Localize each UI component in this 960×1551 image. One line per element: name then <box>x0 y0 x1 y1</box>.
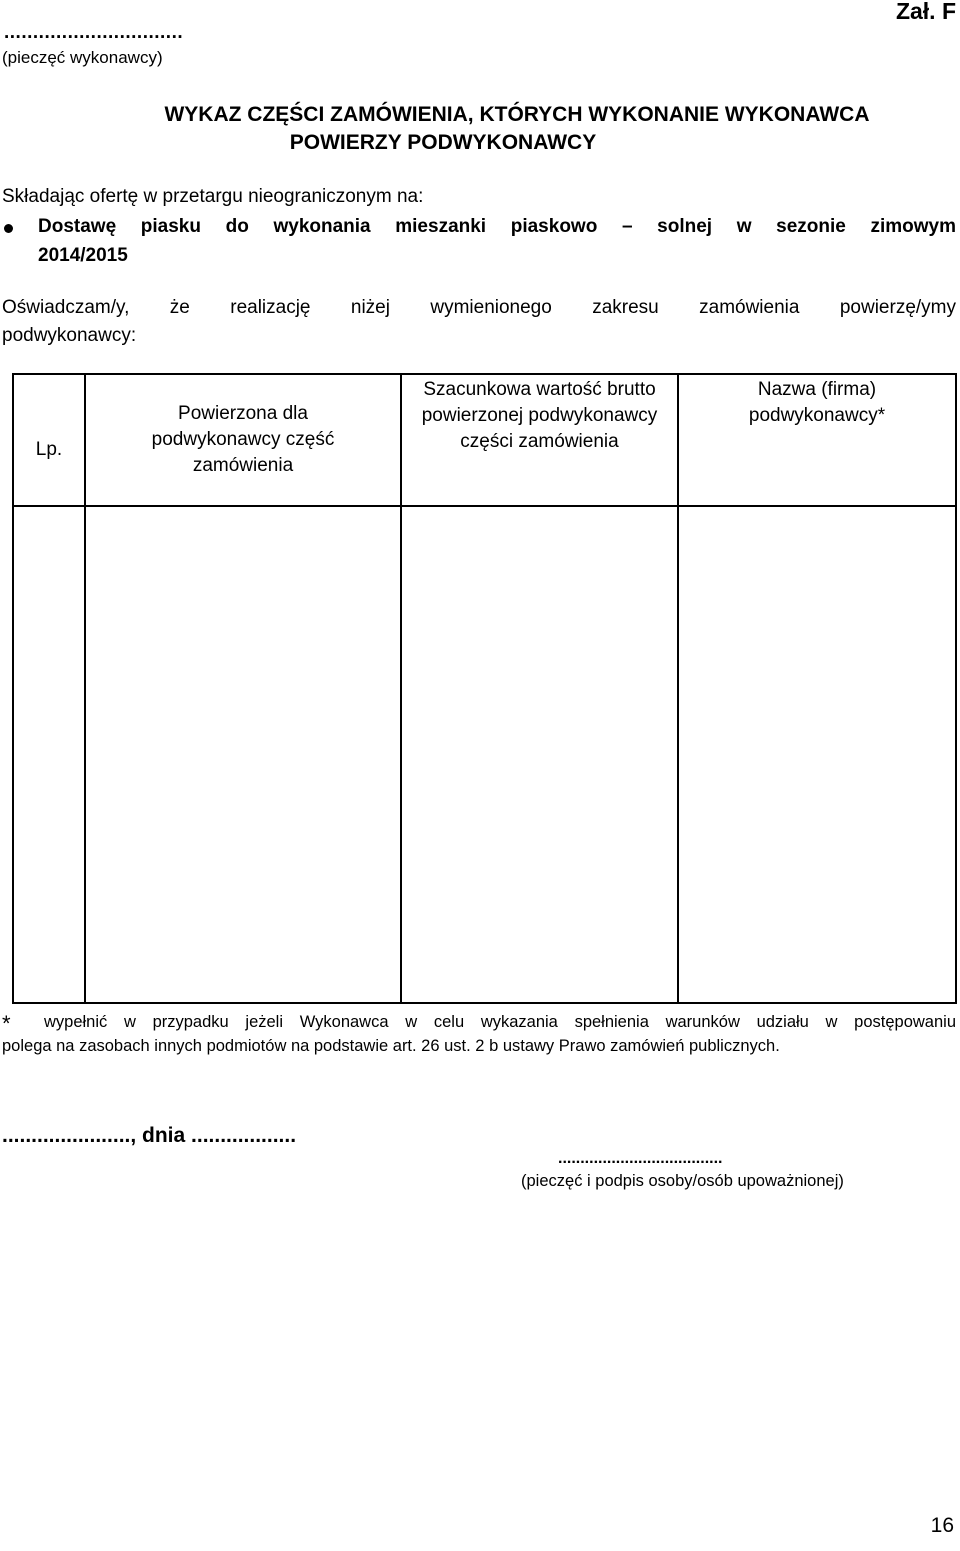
declaration-line-2: podwykonawcy: <box>2 325 137 346</box>
declaration <box>2 294 956 350</box>
footnote-text-1: wypełnić w przypadku jeżeli Wykonawca w celu wykazania spełnienia warunków udziału w postępowaniu <box>43 1013 957 1031</box>
cell-value[interactable] <box>401 506 678 1003</box>
declaration-line-1: Oświadczam/y, że realizację niżej wymienionego zakresu zamówienia powierzę/ymy <box>2 297 956 318</box>
document-title <box>0 101 960 157</box>
footnote-line-2: polega na zasobach innych podmiotów na podstawie art. 26 ust. 2 b ustawy Prawo zamówień publicznych. <box>2 1037 780 1055</box>
header-part: Powierzona dla podwykonawcy część zamówienia <box>85 374 401 506</box>
page-number: 16 <box>930 1514 954 1537</box>
stamp-dotted-line: ............................... <box>4 22 184 43</box>
footnote <box>2 1008 956 1058</box>
signature-label: (pieczęć i podpis osoby/osób upoważnionej) <box>521 1172 844 1190</box>
subcontractor-table <box>12 373 957 1004</box>
title-line-2: POWIERZY PODWYKONAWCY <box>289 131 597 154</box>
footnote-line-1 <box>2 1008 956 1034</box>
subject-line-1: Dostawę piasku do wykonania mieszanki piaskowo – solnej w sezonie zimowym <box>38 216 956 237</box>
header-subcontractor: Nazwa (firma) podwykonawcy* <box>678 374 956 506</box>
title-line-1: WYKAZ CZĘŚCI ZAMÓWIENIA, KTÓRYCH WYKONANIE WYKONAWCA <box>164 103 870 126</box>
cell-part[interactable] <box>85 506 401 1003</box>
intro-text: Składając ofertę w przetargu nieograniczonym na: <box>2 186 424 207</box>
subject-item <box>2 212 956 270</box>
annex-label: Zał. F <box>895 0 956 24</box>
table-header-row <box>13 374 956 506</box>
cell-lp[interactable] <box>13 506 85 1003</box>
cell-subcontractor[interactable] <box>678 506 956 1003</box>
table-row <box>13 506 956 1003</box>
bullet-icon <box>4 224 13 233</box>
header-lp: Lp. <box>13 374 85 506</box>
subject-line-2: 2014/2015 <box>38 245 128 266</box>
place-date-line: ......................, dnia .................. <box>2 1124 297 1147</box>
header-value: Szacunkowa wartość brutto powierzonej podwykonawcy części zamówienia <box>401 374 678 506</box>
stamp-label: (pieczęć wykonawcy) <box>2 48 163 67</box>
signature-dotted-line: ..................................... <box>558 1150 723 1167</box>
footnote-star: * <box>2 1011 11 1036</box>
